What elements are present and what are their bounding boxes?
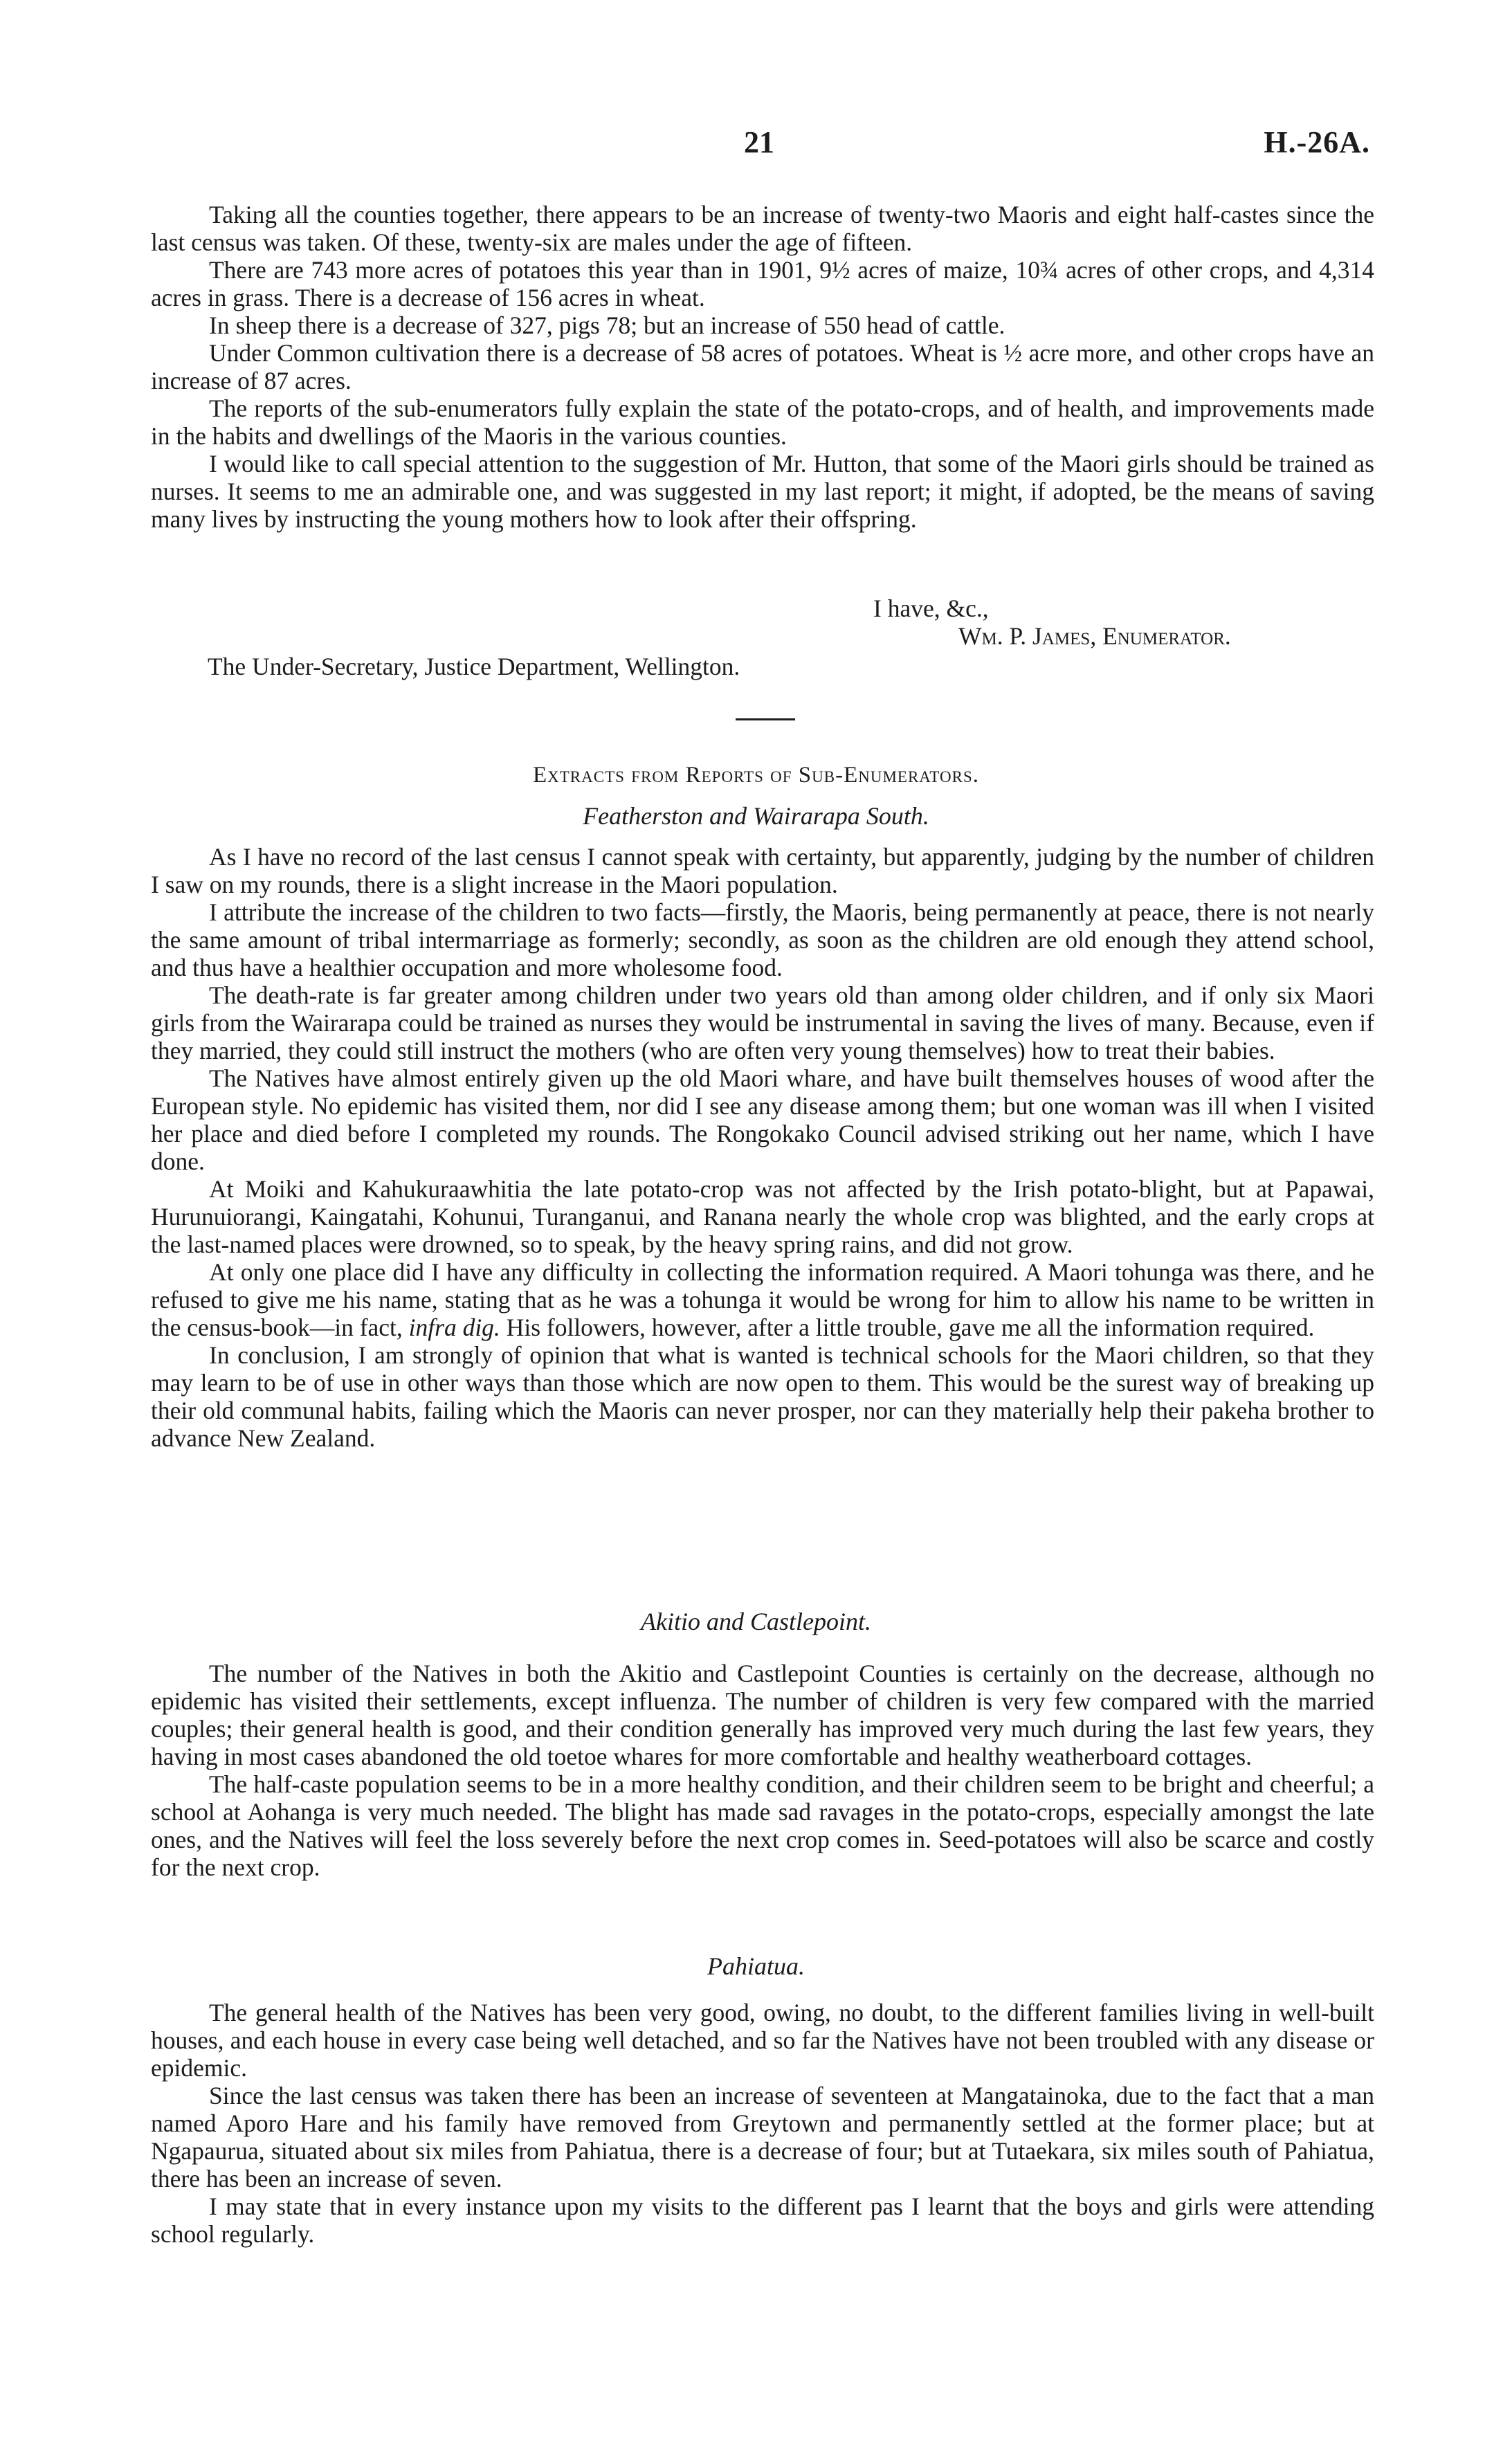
paragraph: At Moiki and Kahukuraawhitia the late potato-crop was not affected by the Irish potato-blight, but at Papawai, Hurunuiorangi, Kaingatahi, Kohunui, Turanganui, and Ranana nearly the whole crop was blighted, and the early crops at the last-named places were drowned, so to speak, by the heavy spring rains, and did not grow. — [151, 1175, 1374, 1258]
section-heading-akitio: Akitio and Castlepoint. — [641, 1608, 871, 1635]
section-heading-pahiatua: Pahiatua. — [707, 1952, 805, 1980]
paragraph: The Natives have almost entirely given up the old Maori whare, and have built themselves houses of wood after the European style. No epidemic has visited them, nor did I see any disease among them; but one woman was ill when I visited her place and died before I completed my rounds. The Rongokako Council advised striking out her name, which I have done. — [151, 1064, 1374, 1175]
page-number: 21 — [744, 125, 774, 159]
document-code: H.-26A. — [1264, 125, 1370, 159]
paragraph: In conclusion, I am strongly of opinion that what is wanted is technical schools for the Maori children, so that they may learn to be of use in other ways than those which are now open to them. This would be the surest way of breaking up their old communal habits, failing which the Maoris can never prosper, nor can they materially help their pakeha brother to advance New Zealand. — [151, 1341, 1374, 1452]
closing-salutation: I have, &c., — [873, 594, 989, 622]
paragraph: I attribute the increase of the children to two facts—firstly, the Maoris, being permanently at peace, there is not nearly the same amount of tribal intermarriage as formerly; secondly, as soon as the children are old enough they attend school, and thus have a healthier occupation and more wholesome food. — [151, 898, 1374, 981]
akitio-body — [151, 1660, 1374, 1881]
featherston-body — [151, 843, 1374, 1452]
paragraph: I may state that in every instance upon my visits to the different pas I learnt that the boys and girls were attending school regularly. — [151, 2192, 1374, 2248]
paragraph: The number of the Natives in both the Akitio and Castlepoint Counties is certainly on the decrease, although no epidemic has visited their settlements, except influenza. The number of children is very few compared with the married couples; their general health is good, and their condition generally has improved very much during the last few years, they having in most cases abandoned the old toetoe whares for more comfortable and healthy weatherboard cottages. — [151, 1660, 1374, 1770]
section-heading-featherston: Featherston and Wairarapa South. — [583, 802, 929, 830]
paragraph: Under Common cultivation there is a decrease of 58 acres of potatoes. Wheat is ½ acre more, and other crops have an increase of 87 acres. — [151, 339, 1374, 394]
paragraph: The half-caste population seems to be in a more healthy condition, and their children seem to be bright and cheerful; a school at Aohanga is very much needed. The blight has made sad ravages in the potato-crops, especially amongst the late ones, and the Natives will feel the loss severely before the next crop comes in. Seed-potatoes will also be scarce and costly for the next crop. — [151, 1770, 1374, 1881]
extracts-title: Extracts from Reports of Sub-Enumerators. — [532, 763, 979, 788]
section-divider — [736, 718, 795, 720]
paragraph: In sheep there is a decrease of 327, pigs 78; but an increase of 550 head of cattle. — [209, 311, 1005, 339]
paragraph-text: At only one place did I have any difficulty in collecting the information required. A Maori tohunga was there, and he refused to give me his name, stating that as he was a tohunga it would be wrong for him to allow his name to be written in the census-book—in fact, — [151, 1258, 1374, 1341]
paragraph: As I have no record of the last census I cannot speak with certainty, but apparently, judging by the number of children I saw on my rounds, there is a slight increase in the Maori population. — [151, 843, 1374, 898]
paragraph: I would like to call special attention to the suggestion of Mr. Hutton, that some of the Maori girls should be trained as nurses. It seems to me an admirable one, and was suggested in my last report; it might, if adopted, be the means of saving many lives by instructing the young mothers how to look after their offspring. — [151, 450, 1374, 533]
paragraph-text: His followers, however, after a little trouble, gave me all the information required. — [500, 1314, 1315, 1341]
page-header — [152, 125, 1370, 166]
paragraph: The death-rate is far greater among children under two years old than among older children, and if only six Maori girls from the Wairarapa could be trained as nurses they would be instrumental in saving the lives of many. Because, even if they married, they could still instruct the mothers (who are often very young themselves) how to treat their babies. — [151, 981, 1374, 1064]
paragraph: The reports of the sub-enumerators fully explain the state of the potato-crops, and of health, and improvements made in the habits and dwellings of the Maoris in the various counties. — [151, 394, 1374, 450]
addressee: The Under-Secretary, Justice Department, Wellington. — [208, 653, 740, 680]
paragraph: Since the last census was taken there has been an increase of seventeen at Mangatainoka, due to the fact that a man named Aporo Hare and his family have removed from Greytown and permanently settled at the former place; but at Ngapaurua, situated about six miles from Pahiatua, there is a decrease of four; but at Tutaekara, six miles south of Pahiatua, there has been an increase of seven. — [151, 2082, 1374, 2192]
report-body — [151, 201, 1374, 533]
signatory: Wm. P. James, Enumerator. — [958, 622, 1231, 650]
pahiatua-body — [151, 1999, 1374, 2248]
paragraph: Taking all the counties together, there appears to be an increase of twenty-two Maoris and eight half-castes since the last census was taken. Of these, twenty-six are males under the age of fifteen. — [151, 201, 1374, 256]
paragraph — [151, 1258, 1374, 1341]
italic-phrase: infra dig. — [408, 1314, 500, 1341]
paragraph: The general health of the Natives has been very good, owing, no doubt, to the different families living in well-built houses, and each house in every case being well detached, and so far the Natives have not been troubled with any disease or epidemic. — [151, 1999, 1374, 2082]
paragraph: There are 743 more acres of potatoes this year than in 1901, 9½ acres of maize, 10¾ acres of other crops, and 4,314 acres in grass. There is a decrease of 156 acres in wheat. — [151, 256, 1374, 311]
